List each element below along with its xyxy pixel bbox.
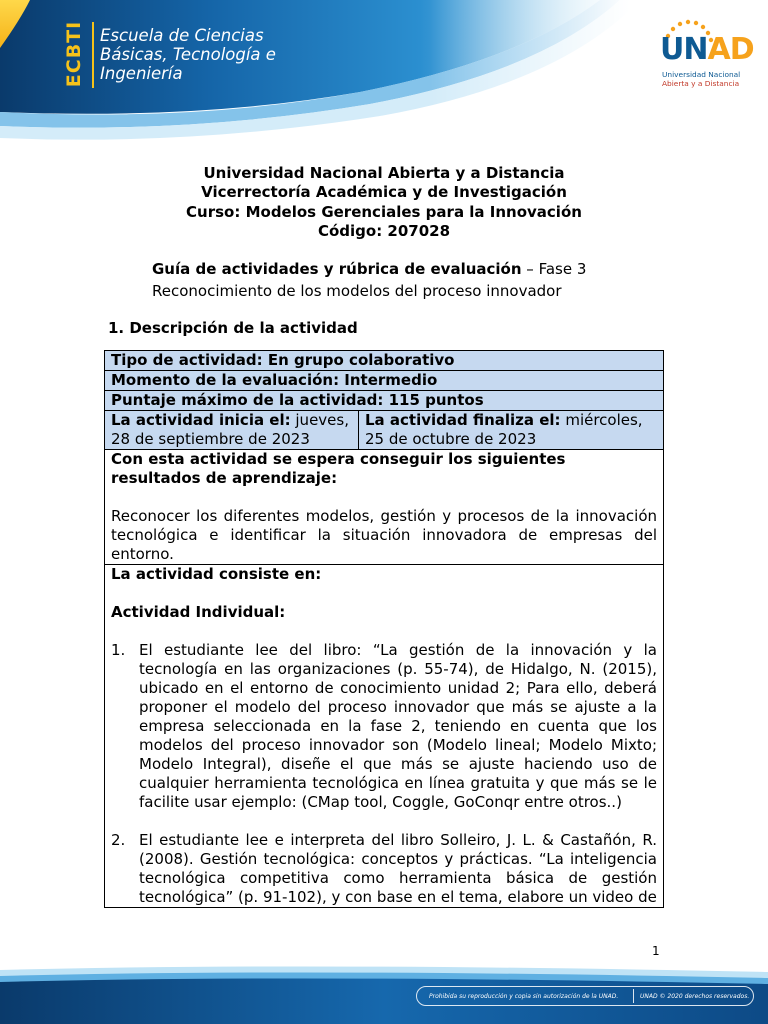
footer-notice [416,986,754,1006]
list-item-text: El estudiante lee e interpreta del libro Solleiro, J. L. & Castañón, R. (2008). Gestión tecnológica: conceptos y prácticas. “La inteligencia tecnológica competitiva como herramienta básica de gestión tecnológica” (p. 91-102), y con base en el tema, elabore un video de [139,831,657,906]
vice-rectory: Vicerrectoría Académica y de Investigación [201,183,567,202]
list-item-text: El estudiante lee del libro: “La gestión de la innovación y la tecnología en las organizaciones (p. 55-74), de Hidalgo, N. (2015), ubicado en el entorno de conocimiento unidad 2; Para ello, deberá proponer el modelo del proceso innovador que más se ajuste a la empresa seleccionada en la fase 2, teniendo en cuenta que los modelos del proceso innovador son (Modelo lineal; Modelo Mixto; Modelo Integral), diseñe el que más se ajuste haciendo uso de cualquier herramienta tecnológica en línea gratuita y que más se le facilite usar ejemplo: (CMap tool, Coggle, GoConqr entre otros..) [139,641,657,811]
individual-heading: Actividad Individual: [111,603,286,621]
guide-title-line [152,259,672,281]
learning-outcomes-text: Reconocer los diferentes modelos, gestión y procesos de la innovación tecnológica e identificar la situación innovadora de empresas del entorno. [111,507,657,563]
end-date-cell: La actividad finaliza el: miércoles, 25 de octubre de 2023 [365,411,643,448]
page-number: 1 [652,944,660,958]
footer-divider [633,989,634,1003]
course-name: Curso: Modelos Gerenciales para la Innovación [186,202,582,221]
dates-row [105,411,663,450]
unad-wordmark: UNAD [660,32,754,67]
evaluation-moment-row: Momento de la evaluación: Intermedio [105,371,663,391]
list-item [111,641,663,812]
activity-type-row: Tipo de actividad: En grupo colaborativo [105,351,663,371]
university-name: Universidad Nacional Abierta y a Distancia [203,164,565,182]
institution-heading [0,164,768,241]
learning-outcomes-row [105,450,663,565]
ecbti-label: ECBTI [63,20,85,88]
unad-logo [656,18,754,90]
activity-description-row [105,565,663,908]
activity-list [105,641,663,907]
school-name-line: Ingeniería [100,64,183,83]
list-item-number: 2. [111,831,126,849]
copyright-notice: UNAD © 2020 derechos reservados. [640,992,750,1000]
page-header [0,0,768,150]
activity-table [104,350,664,908]
course-code: Código: 207028 [317,221,451,240]
guide-title-bold: Guía de actividades y rúbrica de evaluación [152,260,522,278]
ecbti-divider [92,22,94,88]
guide-title [152,259,672,302]
learning-outcomes-heading: Con esta actividad se espera conseguir los siguientes resultados de aprendizaje: [111,450,566,487]
max-score-row: Puntaje máximo de la actividad: 115 puntos [105,391,663,411]
consists-heading: La actividad consiste en: [111,565,322,583]
school-name-line: Básicas, Tecnología e [100,45,276,64]
unad-name-line-2: Abierta y a Distancia [662,79,740,88]
unad-name-line-1: Universidad Nacional [662,70,741,79]
list-item [111,831,663,907]
guide-phase: – Fase 3 [521,260,587,278]
guide-subtitle: Reconocimiento de los modelos del proceso innovador [152,281,562,300]
school-name-line: Escuela de Ciencias [100,26,264,45]
section-heading: 1. Descripción de la actividad [108,319,358,337]
reproduction-notice: Prohibida su reproducción y copia sin autorización de la UNAD. [429,992,619,1000]
list-item-number: 1. [111,641,126,659]
school-name [100,26,320,83]
start-date-cell: La actividad inicia el: jueves, 28 de septiembre de 2023 [105,411,359,449]
page-footer [0,962,768,1024]
